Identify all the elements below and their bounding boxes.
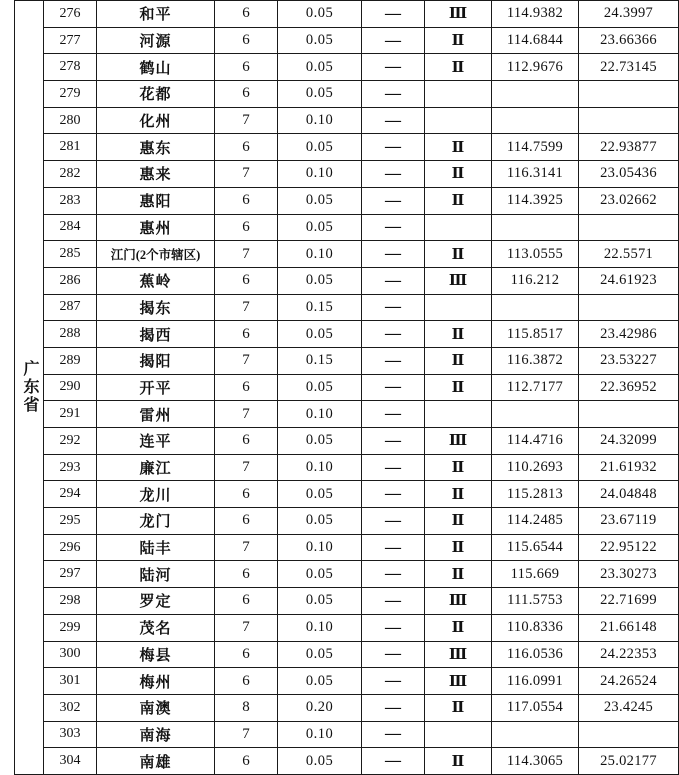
intensity-value: 6 — [215, 134, 278, 161]
table-row — [15, 668, 679, 695]
intensity-value: 6 — [215, 588, 278, 615]
dash-cell: — — [362, 187, 425, 214]
latitude-value — [579, 294, 679, 321]
table-row — [15, 187, 679, 214]
table-row — [15, 161, 679, 188]
table-row — [15, 81, 679, 108]
county-name: 龙川 — [97, 481, 215, 508]
longitude-value: 117.0554 — [492, 694, 579, 721]
intensity-value: 6 — [215, 214, 278, 241]
dash-cell: — — [362, 614, 425, 641]
dash-cell: — — [362, 454, 425, 481]
table-row — [15, 54, 679, 81]
acceleration-value: 0.10 — [278, 107, 362, 134]
longitude-value — [492, 721, 579, 748]
row-number: 295 — [44, 508, 97, 535]
latitude-value: 24.26524 — [579, 668, 679, 695]
intensity-value: 8 — [215, 694, 278, 721]
latitude-value — [579, 214, 679, 241]
latitude-value: 22.36952 — [579, 374, 679, 401]
acceleration-value: 0.20 — [278, 694, 362, 721]
latitude-value: 24.3997 — [579, 1, 679, 28]
table-row — [15, 267, 679, 294]
group-value: Ⅲ — [425, 428, 492, 455]
intensity-value: 6 — [215, 641, 278, 668]
row-number: 298 — [44, 588, 97, 615]
latitude-value: 23.42986 — [579, 321, 679, 348]
latitude-value: 23.53227 — [579, 347, 679, 374]
dash-cell: — — [362, 401, 425, 428]
group-value: Ⅱ — [425, 347, 492, 374]
dash-cell: — — [362, 241, 425, 268]
acceleration-value: 0.05 — [278, 588, 362, 615]
table-row — [15, 721, 679, 748]
dash-cell: — — [362, 588, 425, 615]
row-number: 290 — [44, 374, 97, 401]
table-row — [15, 748, 679, 775]
latitude-value: 23.67119 — [579, 508, 679, 535]
longitude-value: 115.2813 — [492, 481, 579, 508]
dash-cell: — — [362, 561, 425, 588]
dash-cell: — — [362, 374, 425, 401]
acceleration-value: 0.05 — [278, 668, 362, 695]
group-value: Ⅱ — [425, 161, 492, 188]
acceleration-value: 0.05 — [278, 508, 362, 535]
acceleration-value: 0.05 — [278, 54, 362, 81]
dash-cell: — — [362, 481, 425, 508]
acceleration-value: 0.10 — [278, 721, 362, 748]
intensity-value: 6 — [215, 748, 278, 775]
longitude-value — [492, 107, 579, 134]
county-name: 揭西 — [97, 321, 215, 348]
latitude-value — [579, 721, 679, 748]
acceleration-value: 0.05 — [278, 27, 362, 54]
seismic-parameter-table — [14, 0, 679, 775]
acceleration-value: 0.10 — [278, 401, 362, 428]
intensity-value: 7 — [215, 107, 278, 134]
dash-cell: — — [362, 161, 425, 188]
county-name: 梅州 — [97, 668, 215, 695]
latitude-value: 23.02662 — [579, 187, 679, 214]
group-value: Ⅱ — [425, 134, 492, 161]
table-row — [15, 241, 679, 268]
table-row — [15, 481, 679, 508]
longitude-value: 114.9382 — [492, 1, 579, 28]
acceleration-value: 0.15 — [278, 294, 362, 321]
group-value: Ⅱ — [425, 54, 492, 81]
row-number: 280 — [44, 107, 97, 134]
longitude-value: 114.4716 — [492, 428, 579, 455]
acceleration-value: 0.05 — [278, 134, 362, 161]
dash-cell: — — [362, 321, 425, 348]
group-value: Ⅱ — [425, 241, 492, 268]
table-row — [15, 454, 679, 481]
county-name: 南海 — [97, 721, 215, 748]
acceleration-value: 0.05 — [278, 481, 362, 508]
intensity-value: 7 — [215, 294, 278, 321]
table-row — [15, 347, 679, 374]
table-row — [15, 508, 679, 535]
dash-cell: — — [362, 508, 425, 535]
group-value: Ⅲ — [425, 1, 492, 28]
row-number: 288 — [44, 321, 97, 348]
row-number: 287 — [44, 294, 97, 321]
longitude-value: 115.6544 — [492, 534, 579, 561]
intensity-value: 7 — [215, 614, 278, 641]
longitude-value — [492, 81, 579, 108]
longitude-value: 116.0536 — [492, 641, 579, 668]
dash-cell: — — [362, 694, 425, 721]
intensity-value: 6 — [215, 81, 278, 108]
intensity-value: 6 — [215, 267, 278, 294]
latitude-value: 22.71699 — [579, 588, 679, 615]
longitude-value: 115.8517 — [492, 321, 579, 348]
dash-cell: — — [362, 134, 425, 161]
table-row — [15, 214, 679, 241]
county-name: 梅县 — [97, 641, 215, 668]
acceleration-value: 0.10 — [278, 241, 362, 268]
county-name: 江门(2个市辖区) — [97, 241, 215, 268]
county-name: 雷州 — [97, 401, 215, 428]
group-value: Ⅱ — [425, 374, 492, 401]
table-row — [15, 561, 679, 588]
latitude-value — [579, 107, 679, 134]
county-name: 连平 — [97, 428, 215, 455]
intensity-value: 7 — [215, 534, 278, 561]
dash-cell: — — [362, 27, 425, 54]
intensity-value: 6 — [215, 27, 278, 54]
latitude-value: 24.22353 — [579, 641, 679, 668]
longitude-value: 111.5753 — [492, 588, 579, 615]
table-row — [15, 321, 679, 348]
acceleration-value: 0.10 — [278, 534, 362, 561]
dash-cell: — — [362, 668, 425, 695]
intensity-value: 6 — [215, 508, 278, 535]
latitude-value: 24.04848 — [579, 481, 679, 508]
dash-cell: — — [362, 54, 425, 81]
group-value: Ⅱ — [425, 748, 492, 775]
latitude-value: 24.61923 — [579, 267, 679, 294]
table-row — [15, 614, 679, 641]
longitude-value: 114.3925 — [492, 187, 579, 214]
row-number: 291 — [44, 401, 97, 428]
acceleration-value: 0.05 — [278, 428, 362, 455]
intensity-value: 6 — [215, 668, 278, 695]
table-row — [15, 428, 679, 455]
row-number: 281 — [44, 134, 97, 161]
longitude-value — [492, 401, 579, 428]
longitude-value: 116.0991 — [492, 668, 579, 695]
county-name: 蕉岭 — [97, 267, 215, 294]
row-number: 304 — [44, 748, 97, 775]
intensity-value: 6 — [215, 428, 278, 455]
dash-cell: — — [362, 748, 425, 775]
intensity-value: 7 — [215, 721, 278, 748]
group-value: Ⅲ — [425, 641, 492, 668]
longitude-value: 116.212 — [492, 267, 579, 294]
intensity-value: 7 — [215, 454, 278, 481]
intensity-value: 6 — [215, 321, 278, 348]
latitude-value: 25.02177 — [579, 748, 679, 775]
latitude-value — [579, 81, 679, 108]
table-row — [15, 134, 679, 161]
longitude-value: 114.7599 — [492, 134, 579, 161]
latitude-value — [579, 401, 679, 428]
group-value: Ⅲ — [425, 267, 492, 294]
acceleration-value: 0.10 — [278, 454, 362, 481]
latitude-value: 21.66148 — [579, 614, 679, 641]
longitude-value: 112.7177 — [492, 374, 579, 401]
latitude-value: 22.95122 — [579, 534, 679, 561]
acceleration-value: 0.05 — [278, 321, 362, 348]
row-number: 282 — [44, 161, 97, 188]
row-number: 276 — [44, 1, 97, 28]
county-name: 揭东 — [97, 294, 215, 321]
table-row — [15, 294, 679, 321]
county-name: 和平 — [97, 1, 215, 28]
longitude-value: 116.3141 — [492, 161, 579, 188]
intensity-value: 7 — [215, 347, 278, 374]
row-number: 279 — [44, 81, 97, 108]
dash-cell: — — [362, 721, 425, 748]
acceleration-value: 0.15 — [278, 347, 362, 374]
table-row — [15, 588, 679, 615]
county-name: 罗定 — [97, 588, 215, 615]
county-name: 惠东 — [97, 134, 215, 161]
county-name: 南雄 — [97, 748, 215, 775]
row-number: 297 — [44, 561, 97, 588]
row-number: 283 — [44, 187, 97, 214]
county-name: 开平 — [97, 374, 215, 401]
longitude-value: 114.2485 — [492, 508, 579, 535]
longitude-value: 114.6844 — [492, 27, 579, 54]
group-value: Ⅱ — [425, 508, 492, 535]
acceleration-value: 0.05 — [278, 561, 362, 588]
longitude-value: 113.0555 — [492, 241, 579, 268]
longitude-value: 115.669 — [492, 561, 579, 588]
county-name: 廉江 — [97, 454, 215, 481]
table-row — [15, 27, 679, 54]
table-row — [15, 534, 679, 561]
group-value: Ⅲ — [425, 588, 492, 615]
county-name: 惠阳 — [97, 187, 215, 214]
latitude-value: 22.5571 — [579, 241, 679, 268]
table-row — [15, 641, 679, 668]
group-value: Ⅱ — [425, 561, 492, 588]
acceleration-value: 0.05 — [278, 641, 362, 668]
longitude-value: 112.9676 — [492, 54, 579, 81]
county-name: 揭阳 — [97, 347, 215, 374]
group-value: Ⅲ — [425, 668, 492, 695]
group-value: Ⅱ — [425, 534, 492, 561]
county-name: 陆河 — [97, 561, 215, 588]
row-number: 292 — [44, 428, 97, 455]
row-number: 302 — [44, 694, 97, 721]
dash-cell: — — [362, 267, 425, 294]
intensity-value: 7 — [215, 161, 278, 188]
group-value — [425, 721, 492, 748]
longitude-value: 116.3872 — [492, 347, 579, 374]
dash-cell: — — [362, 107, 425, 134]
county-name: 龙门 — [97, 508, 215, 535]
group-value: Ⅱ — [425, 321, 492, 348]
row-number: 278 — [44, 54, 97, 81]
dash-cell: — — [362, 641, 425, 668]
row-number: 293 — [44, 454, 97, 481]
group-value — [425, 294, 492, 321]
longitude-value: 110.2693 — [492, 454, 579, 481]
dash-cell: — — [362, 347, 425, 374]
acceleration-value: 0.05 — [278, 748, 362, 775]
intensity-value: 7 — [215, 401, 278, 428]
group-value: Ⅱ — [425, 27, 492, 54]
county-name: 南澳 — [97, 694, 215, 721]
group-value: Ⅱ — [425, 187, 492, 214]
dash-cell: — — [362, 1, 425, 28]
row-number: 301 — [44, 668, 97, 695]
intensity-value: 6 — [215, 481, 278, 508]
group-value: Ⅱ — [425, 614, 492, 641]
intensity-value: 6 — [215, 561, 278, 588]
acceleration-value: 0.05 — [278, 81, 362, 108]
table-row — [15, 401, 679, 428]
county-name: 花都 — [97, 81, 215, 108]
county-name: 河源 — [97, 27, 215, 54]
county-name: 惠来 — [97, 161, 215, 188]
latitude-value: 23.4245 — [579, 694, 679, 721]
group-value — [425, 401, 492, 428]
latitude-value: 23.66366 — [579, 27, 679, 54]
row-number: 299 — [44, 614, 97, 641]
province-label: 广东省 — [15, 1, 44, 775]
group-value — [425, 81, 492, 108]
acceleration-value: 0.10 — [278, 161, 362, 188]
intensity-value: 6 — [215, 1, 278, 28]
county-name: 惠州 — [97, 214, 215, 241]
county-name: 鹤山 — [97, 54, 215, 81]
row-number: 286 — [44, 267, 97, 294]
acceleration-value: 0.05 — [278, 374, 362, 401]
table-row — [15, 694, 679, 721]
dash-cell: — — [362, 214, 425, 241]
table-body — [15, 1, 679, 775]
row-number: 277 — [44, 27, 97, 54]
latitude-value: 21.61932 — [579, 454, 679, 481]
row-number: 284 — [44, 214, 97, 241]
latitude-value: 24.32099 — [579, 428, 679, 455]
latitude-value: 22.73145 — [579, 54, 679, 81]
county-name: 茂名 — [97, 614, 215, 641]
longitude-value: 110.8336 — [492, 614, 579, 641]
table-row — [15, 374, 679, 401]
row-number: 296 — [44, 534, 97, 561]
acceleration-value: 0.05 — [278, 267, 362, 294]
longitude-value: 114.3065 — [492, 748, 579, 775]
county-name: 化州 — [97, 107, 215, 134]
group-value — [425, 214, 492, 241]
intensity-value: 6 — [215, 54, 278, 81]
group-value: Ⅱ — [425, 454, 492, 481]
row-number: 289 — [44, 347, 97, 374]
intensity-value: 6 — [215, 374, 278, 401]
latitude-value: 23.05436 — [579, 161, 679, 188]
dash-cell: — — [362, 428, 425, 455]
longitude-value — [492, 214, 579, 241]
acceleration-value: 0.05 — [278, 187, 362, 214]
intensity-value: 7 — [215, 241, 278, 268]
dash-cell: — — [362, 534, 425, 561]
latitude-value: 23.30273 — [579, 561, 679, 588]
dash-cell: — — [362, 81, 425, 108]
dash-cell: — — [362, 294, 425, 321]
table-row — [15, 107, 679, 134]
acceleration-value: 0.05 — [278, 1, 362, 28]
row-number: 285 — [44, 241, 97, 268]
table-row — [15, 1, 679, 28]
acceleration-value: 0.10 — [278, 614, 362, 641]
group-value — [425, 107, 492, 134]
latitude-value: 22.93877 — [579, 134, 679, 161]
row-number: 303 — [44, 721, 97, 748]
row-number: 300 — [44, 641, 97, 668]
group-value: Ⅱ — [425, 694, 492, 721]
longitude-value — [492, 294, 579, 321]
intensity-value: 6 — [215, 187, 278, 214]
group-value: Ⅱ — [425, 481, 492, 508]
row-number: 294 — [44, 481, 97, 508]
acceleration-value: 0.05 — [278, 214, 362, 241]
county-name: 陆丰 — [97, 534, 215, 561]
